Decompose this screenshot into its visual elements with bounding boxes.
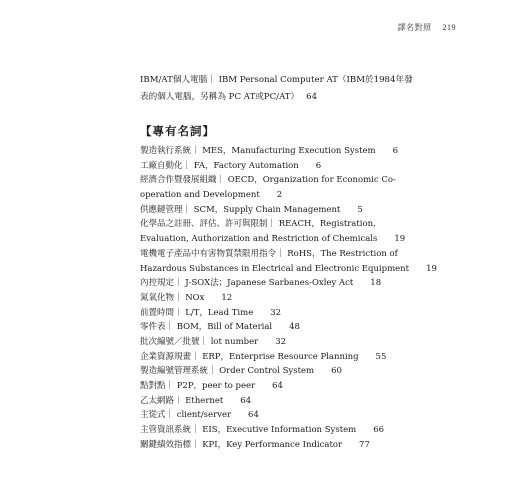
list-item: 製造執行系統｜ MES，Manufacturing Execution System 6 bbox=[140, 146, 399, 156]
list-item: 企業資源規畫｜ ERP，Enterprise Resource Planning 55 bbox=[140, 351, 387, 362]
list-item: 經濟合作暨發展組織｜ OECD，Organization for Economic Co- bbox=[140, 175, 396, 186]
list-item: 化學品之註冊、評估、許可與限制｜ REACH，Registration, bbox=[140, 219, 376, 230]
intro-line: 表的個人電腦，另稱為 PC AT或PC/AT） 64 bbox=[140, 91, 318, 102]
list-item: 主從式｜ client/server 64 bbox=[140, 410, 259, 421]
list-item: 電機電子產品中有害物質禁限用指令｜ RoHS，The Restriction of bbox=[140, 248, 398, 259]
list-item: 前置時間｜ L/T，Lead Time 32 bbox=[140, 307, 282, 318]
list-item: Evaluation, Authorization and Restriction of Chemicals 19 bbox=[140, 234, 406, 245]
list-item: 供應鏈管理｜ SCM，Supply Chain Management 5 bbox=[140, 204, 363, 215]
list-item: 乙太網路｜ Ethernet 64 bbox=[140, 395, 252, 406]
list-item: 主管資訊系統｜ EIS，Executive Information System 66 bbox=[140, 425, 385, 436]
list-item: Hazardous Substances in Electrical and Electronic Equipment 19 bbox=[140, 263, 437, 274]
list-item: 工廠自動化｜ FA，Factory Automation 6 bbox=[140, 160, 322, 171]
list-item: 製造編號管理系統｜ Order Control System 60 bbox=[140, 366, 342, 377]
intro-entry bbox=[140, 72, 440, 105]
list-item: 關鍵績效指標｜ KPI，Key Performance Indicator 77 bbox=[140, 439, 370, 450]
page-number: 219 bbox=[442, 23, 456, 32]
list-item: operation and Development 2 bbox=[140, 190, 283, 201]
list-item: 零件表｜ BOM，Bill of Material 48 bbox=[140, 322, 300, 333]
list-item: 批次編號／批號｜ lot number 32 bbox=[140, 336, 287, 347]
list-item: 氮氧化物｜ NOx 12 bbox=[140, 292, 233, 303]
running-header bbox=[397, 22, 456, 33]
running-header-title: 譯名對照 bbox=[397, 23, 432, 32]
list-item: 點對點｜ P2P，peer to peer 64 bbox=[140, 381, 283, 391]
list-item: 內控規定｜ J-SOX法；Japanese Sarbanes-Oxley Act 18 bbox=[140, 278, 382, 289]
section-title: 【專有名詞】 bbox=[140, 124, 215, 138]
intro-line: IBM/AT個人電腦｜ IBM Personal Computer AT（IBM於1984年發 bbox=[140, 75, 413, 85]
term-list bbox=[140, 144, 440, 452]
